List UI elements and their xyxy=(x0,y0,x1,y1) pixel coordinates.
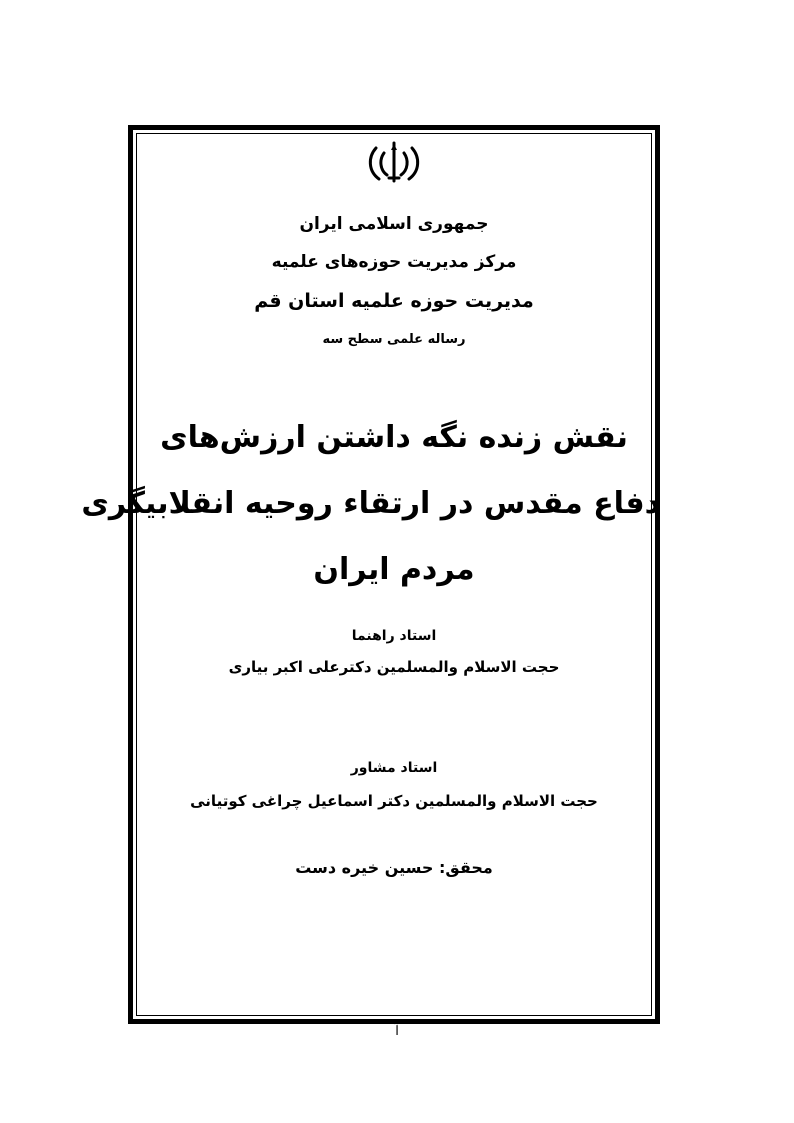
page-number: آ xyxy=(395,1024,399,1039)
center-name: مرکز مدیریت حوزه‌های علمیه xyxy=(271,252,517,272)
advisor-label: استاد مشاور xyxy=(350,760,438,776)
thesis-title-line-1: نقش زنده نگه داشتن ارزش‌های xyxy=(160,420,628,455)
iran-emblem-icon xyxy=(367,140,421,184)
country-name: جمهوری اسلامی ایران xyxy=(299,214,489,234)
department-name: مدیریت حوزه علمیه استان قم xyxy=(254,290,534,312)
thesis-title-line-2: دفاع مقدس در ارتقاء روحیه انقلابیگری xyxy=(81,486,660,521)
advisor-name: حجت الاسلام والمسلمین دکتر اسماعیل چراغی کوتیانی xyxy=(190,792,598,810)
supervisor-label: استاد راهنما xyxy=(351,628,437,644)
supervisor-name: حجت الاسلام والمسلمین دکترعلی اکبر بیاری xyxy=(228,658,560,676)
thesis-level: رساله علمی سطح سه xyxy=(322,332,466,347)
researcher-name: محقق: حسین خیره دست xyxy=(295,858,493,877)
thesis-title-line-3: مردم ایران xyxy=(313,552,475,587)
